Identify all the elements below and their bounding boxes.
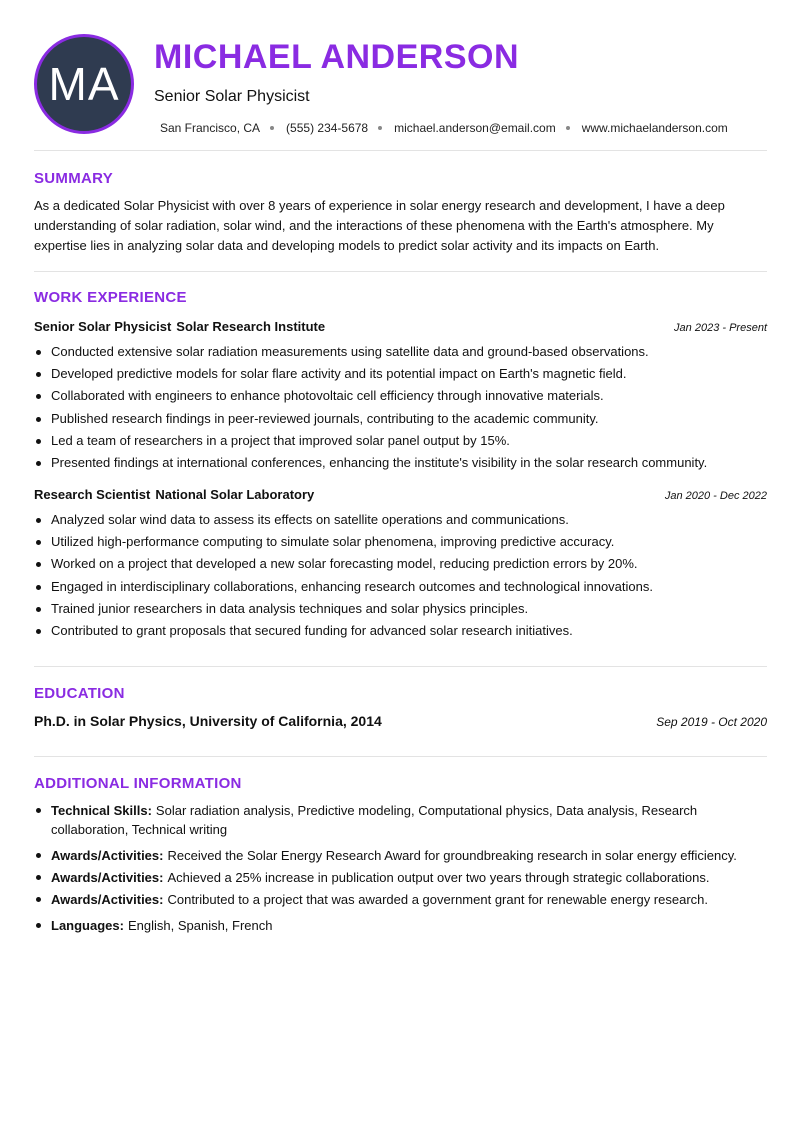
item-text: Received the Solar Energy Research Award for groundbreaking research in solar energy efficiency. [167,848,737,863]
additional-list [34,801,767,935]
job-dates: Jan 2020 - Dec 2022 [664,490,767,502]
experience-heading: WORK EXPERIENCE [34,289,187,306]
list-item [34,890,767,909]
avatar-initials: MA [48,58,120,110]
list-item: Presented findings at international conferences, enhancing the institute's visibility in the solar research community. [34,452,767,474]
list-item: Led a team of researchers in a project that improved solar panel output by 15%. [34,430,767,452]
item-label: Languages: [51,918,124,933]
contact-location: San Francisco, CA [160,121,261,135]
list-item [34,846,767,865]
list-item: Conducted extensive solar radiation measurements using satellite data and ground-based observations. [34,341,767,363]
item-label: Awards/Activities: [51,870,164,885]
contact-phone: (555) 234-5678 [286,121,369,135]
candidate-name: MICHAEL ANDERSON [154,38,520,76]
summary-text: As a dedicated Solar Physicist with over 8 years of experience in solar energy research and development, I have a deep understanding of solar radiation, solar wind, and the interactions of these phenomena with the Earth's atmosphere. My expertise lies in analyzing solar data and developing models to predict solar activity and its impacts on Earth. [34,198,725,253]
item-label: Awards/Activities: [51,892,164,907]
contact-info [160,121,728,135]
summary-heading: SUMMARY [34,170,114,187]
list-item: Utilized high-performance computing to simulate solar phenomena, improving predictive accuracy. [34,531,767,553]
job-title-line [34,487,314,502]
list-item: Developed predictive models for solar flare activity and its potential impact on Earth's magnetic field. [34,363,767,385]
section-divider [34,271,767,272]
job-role: Senior Solar Physicist [34,319,172,334]
item-text: Achieved a 25% increase in publication output over two years through strategic collaborations. [167,870,710,885]
education-heading: EDUCATION [34,685,125,702]
item-label: Technical Skills: [51,803,152,818]
job-company: Solar Research Institute [176,319,326,334]
separator-dot [566,126,570,130]
job-header [34,319,767,334]
list-item [34,868,767,887]
candidate-title: Senior Solar Physicist [154,88,310,105]
list-item: Engaged in interdisciplinary collaborations, enhancing research outcomes and technological innovations. [34,576,767,598]
list-item: Collaborated with engineers to enhance photovoltaic cell efficiency through innovative materials. [34,385,767,407]
education-dates: Sep 2019 - Oct 2020 [656,715,767,729]
job-role: Research Scientist [34,487,151,502]
resume-header [0,0,800,150]
list-item: Published research findings in peer-reviewed journals, contributing to the academic community. [34,408,767,430]
item-label: Awards/Activities: [51,848,164,863]
contact-email[interactable]: michael.anderson@email.com [394,121,556,135]
section-divider [34,666,767,667]
avatar [34,34,134,134]
list-item [34,916,767,935]
job-company: National Solar Laboratory [155,487,315,502]
separator-dot [270,126,274,130]
list-item [34,801,767,839]
job-header [34,487,767,502]
section-divider [34,150,767,151]
job-bullets [34,509,767,642]
list-item: Contributed to grant proposals that secured funding for advanced solar research initiatives. [34,620,767,642]
list-item: Analyzed solar wind data to assess its effects on satellite operations and communications. [34,509,767,531]
job-title-line [34,319,325,334]
item-text: English, Spanish, French [127,918,273,933]
job-bullets [34,341,767,474]
additional-heading: ADDITIONAL INFORMATION [34,775,242,792]
list-item: Worked on a project that developed a new solar forecasting model, reducing prediction errors by 20%. [34,553,767,575]
section-divider [34,756,767,757]
job-dates: Jan 2023 - Present [674,322,767,334]
education-degree: Ph.D. in Solar Physics, University of California, 2014 [34,713,382,729]
separator-dot [378,126,382,130]
contact-website[interactable]: www.michaelanderson.com [581,121,728,135]
item-text: Solar radiation analysis, Predictive modeling, Computational physics, Data analysis, Research collaboration, Technical writing [51,803,698,837]
item-text: Contributed to a project that was awarded a government grant for renewable energy research. [167,892,708,907]
list-item: Trained junior researchers in data analysis techniques and solar physics principles. [34,598,767,620]
education-entry [34,713,767,729]
